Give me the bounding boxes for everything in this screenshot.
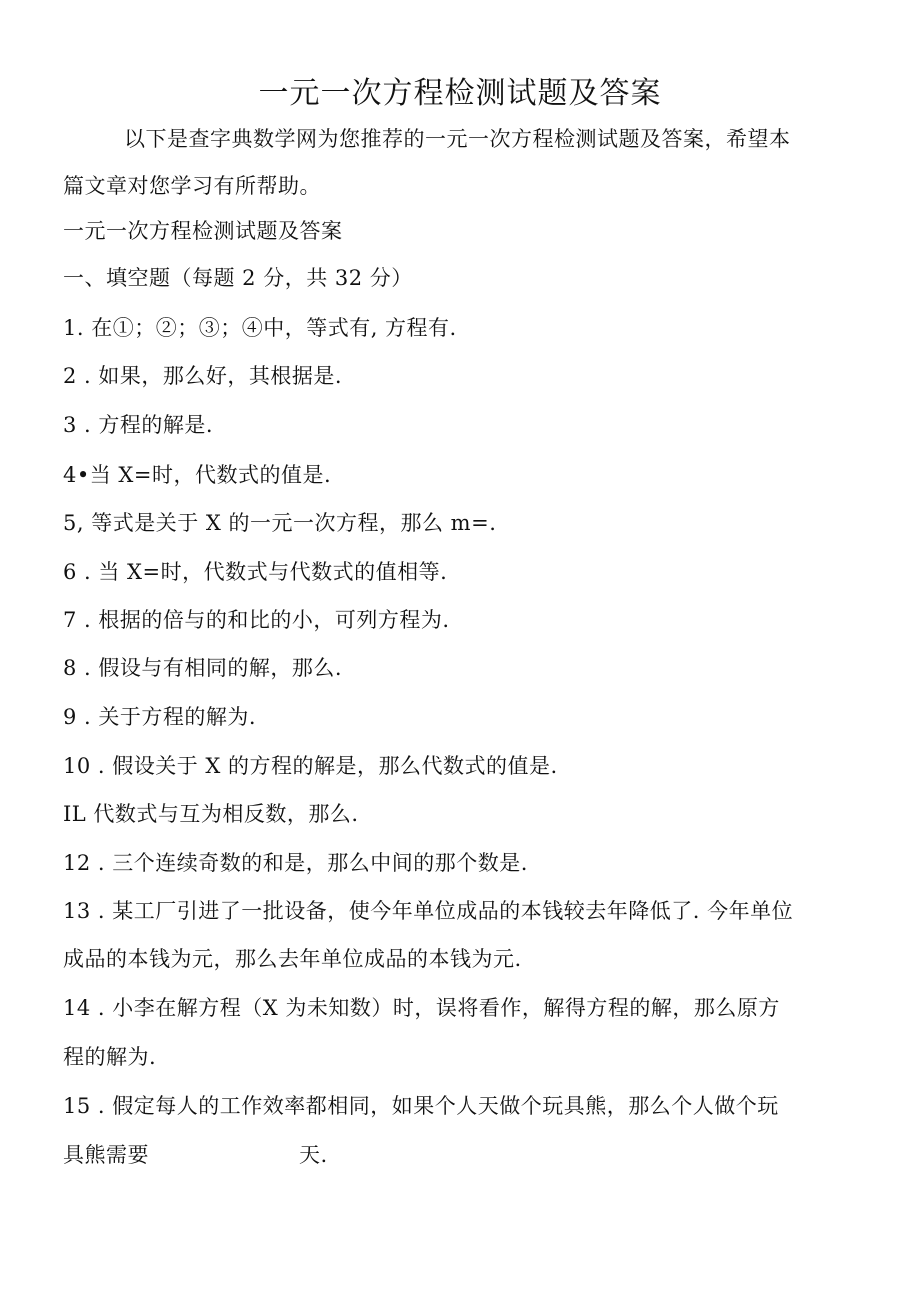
document-subtitle: 一元一次方程检测试题及答案 bbox=[63, 219, 343, 243]
question-5: 5, 等式是关于 X 的一元一次方程，那么 m=. bbox=[63, 511, 497, 535]
intro-line-2: 篇文章对您学习有所帮助。 bbox=[63, 174, 321, 198]
question-1: 1. 在①；②；③；④中，等式有, 方程有. bbox=[63, 316, 457, 340]
document-title: 一元一次方程检测试题及答案 bbox=[258, 76, 662, 111]
question-11: IL 代数式与互为相反数，那么. bbox=[63, 802, 359, 826]
question-2: 2 . 如果，那么好，其根据是. bbox=[63, 364, 343, 388]
question-6: 6 . 当 X=时，代数式与代数式的值相等. bbox=[63, 560, 448, 584]
question-12: 12 . 三个连续奇数的和是，那么中间的那个数是. bbox=[63, 851, 528, 875]
question-13-line-1: 13 . 某工厂引进了一批设备，使今年单位成品的本钱较去年降低了. 今年单位 bbox=[63, 899, 794, 923]
intro-line-1: 以下是查字典数学网为您推荐的一元一次方程检测试题及答案，希望本 bbox=[124, 127, 791, 151]
question-3: 3 . 方程的解是. bbox=[63, 413, 214, 437]
question-4: 4•当 X=时，代数式的值是. bbox=[63, 463, 332, 487]
section-heading: 一、填空题（每题 2 分，共 32 分） bbox=[63, 266, 413, 290]
question-7: 7 . 根据的倍与的和比的小，可列方程为. bbox=[63, 608, 450, 632]
question-14-line-1: 14 . 小李在解方程（X 为未知数）时，误将看作，解得方程的解，那么原方 bbox=[63, 996, 780, 1020]
question-15-line-2-left: 具熊需要 bbox=[63, 1143, 149, 1167]
question-14-line-2: 程的解为. bbox=[63, 1045, 157, 1069]
question-8: 8 . 假设与有相同的解，那么. bbox=[63, 656, 343, 680]
question-13-line-2: 成品的本钱为元，那么去年单位成品的本钱为元. bbox=[63, 947, 522, 971]
question-10: 10 . 假设关于 X 的方程的解是，那么代数式的值是. bbox=[63, 754, 558, 778]
question-15-line-2-right: 天. bbox=[299, 1143, 328, 1167]
question-9: 9 . 关于方程的解为. bbox=[63, 705, 257, 729]
question-15-line-2 bbox=[63, 1140, 328, 1170]
question-15-line-1: 15 . 假定每人的工作效率都相同，如果个人天做个玩具熊，那么个人做个玩 bbox=[63, 1094, 779, 1118]
